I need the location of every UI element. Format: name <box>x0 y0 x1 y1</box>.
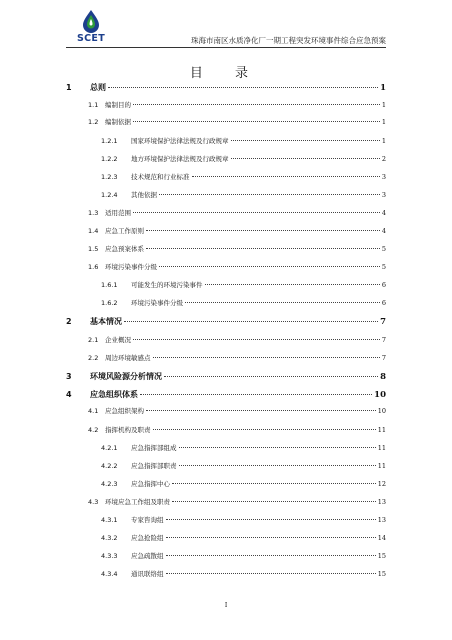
toc-entry-label: 可能发生的环境污染事件 <box>131 281 203 289</box>
toc-dot-leader <box>231 158 380 159</box>
toc-entry-number: 1 <box>66 83 72 92</box>
toc-entry-label: 应急工作原则 <box>105 227 144 235</box>
toc-dot-leader <box>166 519 376 520</box>
toc-entry-label: 环境风险源分析情况 <box>90 372 162 381</box>
toc-entry-label: 应急指挥中心 <box>131 480 170 488</box>
toc-dot-leader <box>133 339 380 340</box>
toc-entry-number: 4.2 <box>88 426 99 434</box>
toc-dot-leader <box>140 394 372 395</box>
toc-entry-page: 15 <box>377 570 386 578</box>
toc-entry-number: 1.4 <box>88 227 99 235</box>
toc-entry-number: 4.2.2 <box>101 462 118 470</box>
toc-entry[interactable] <box>101 461 386 473</box>
toc-entry-number: 1.6.2 <box>101 299 118 307</box>
toc-entry-number: 2.2 <box>88 354 99 362</box>
toc-dot-leader <box>133 121 380 122</box>
toc-entry-label: 编制目的 <box>105 101 131 109</box>
toc-entry[interactable] <box>101 280 386 292</box>
toc-entry[interactable] <box>101 569 386 581</box>
toc-entry[interactable] <box>66 371 386 383</box>
toc-entry-number: 1.5 <box>88 245 99 253</box>
toc-entry-label: 通讯联络组 <box>131 570 164 578</box>
toc-entry-number: 4.2.3 <box>101 480 118 488</box>
toc-entry-number: 3 <box>66 372 72 381</box>
toc-entry[interactable] <box>88 353 386 365</box>
toc-entry-label: 地方环境保护法律法规及行政规章 <box>131 155 229 163</box>
toc-dot-leader <box>231 140 380 141</box>
toc-entry[interactable] <box>88 100 386 112</box>
toc-dot-leader <box>164 376 378 377</box>
toc-entry-label: 应急预案体系 <box>105 245 144 253</box>
toc-entry[interactable] <box>88 208 386 220</box>
toc-entry-number: 1.2.3 <box>101 173 118 181</box>
toc-entry-number: 4.2.1 <box>101 444 118 452</box>
toc-entry-page: 1 <box>381 137 386 145</box>
toc-entry-page: 7 <box>381 336 386 344</box>
toc-entry-number: 4 <box>66 390 72 399</box>
toc-entry-page: 8 <box>380 372 386 382</box>
toc-dot-leader <box>153 429 376 430</box>
toc-entry-number: 1.1 <box>88 101 99 109</box>
toc-entry-page: 11 <box>377 444 386 452</box>
toc-entry-number: 4.3.1 <box>101 516 118 524</box>
toc-dot-leader <box>153 357 380 358</box>
toc-entry[interactable] <box>88 497 386 509</box>
toc-entry-label: 适用范围 <box>105 209 131 217</box>
toc-entry-page: 14 <box>377 534 386 542</box>
toc-entry[interactable] <box>101 172 386 184</box>
toc-dot-leader <box>172 501 376 502</box>
toc-dot-leader <box>133 104 380 105</box>
toc-entry-label: 企业概况 <box>105 336 131 344</box>
toc-entry-page: 1 <box>381 101 386 109</box>
toc-entry-label: 应急组织架构 <box>105 407 144 415</box>
toc-dot-leader <box>124 321 378 322</box>
toc-entry[interactable] <box>88 425 386 437</box>
toc-entry-number: 1.6 <box>88 263 99 271</box>
toc-entry[interactable] <box>88 244 386 256</box>
toc-entry-page: 10 <box>377 407 386 415</box>
toc-entry-number: 1.2.4 <box>101 191 118 199</box>
toc-entry-page: 1 <box>381 118 386 126</box>
toc-entry[interactable] <box>66 82 386 94</box>
toc-entry-number: 4.3.2 <box>101 534 118 542</box>
toc-entry-number: 4.3.4 <box>101 570 118 578</box>
toc-entry-number: 1.3 <box>88 209 99 217</box>
toc-entry-label: 国家环境保护法律法规及行政规章 <box>131 137 229 145</box>
header-divider <box>66 47 386 48</box>
toc-dot-leader <box>205 284 380 285</box>
toc-entry[interactable] <box>101 533 386 545</box>
toc-entry-page: 7 <box>380 317 386 327</box>
toc-entry-page: 13 <box>377 516 386 524</box>
footer-page-number: I <box>224 602 228 609</box>
toc-entry-page: 1 <box>380 83 386 93</box>
toc-entry[interactable] <box>88 262 386 274</box>
toc-entry-number: 2.1 <box>88 336 99 344</box>
toc-entry-label: 周边环境敏感点 <box>105 354 151 362</box>
toc-entry-page: 2 <box>381 155 386 163</box>
toc-dot-leader <box>108 87 378 88</box>
toc-entry[interactable] <box>101 479 386 491</box>
toc-entry[interactable] <box>101 154 386 166</box>
toc-dot-leader <box>146 410 376 411</box>
toc-entry-page: 5 <box>381 263 386 271</box>
toc-entry[interactable] <box>88 335 386 347</box>
toc-entry-label: 环境污染事件分级 <box>131 299 183 307</box>
toc-entry-label: 指挥机构及职责 <box>105 426 151 434</box>
toc-entry-label: 基本情况 <box>90 317 122 326</box>
toc-entry[interactable] <box>66 316 386 328</box>
toc-entry-page: 3 <box>381 191 386 199</box>
toc-entry-page: 6 <box>381 299 386 307</box>
toc-entry-number: 4.1 <box>88 407 99 415</box>
toc-dot-leader <box>159 266 380 267</box>
document-header-title: 珠海市南区水质净化厂一期工程突发环境事件综合应急预案 <box>191 36 386 45</box>
toc-dot-leader <box>146 230 380 231</box>
toc-entry-label: 编制依据 <box>105 118 131 126</box>
toc-entry[interactable] <box>101 298 386 310</box>
toc-entry-label: 技术规范和行业标准 <box>131 173 190 181</box>
toc-dot-leader <box>179 447 376 448</box>
toc-entry-number: 4.3.3 <box>101 552 118 560</box>
toc-entry-label: 环境污染事件分级 <box>105 263 157 271</box>
toc-dot-leader <box>172 483 376 484</box>
toc-dot-leader <box>185 302 380 303</box>
toc-entry-number: 2 <box>66 317 72 326</box>
toc-entry-number: 1.2 <box>88 118 99 126</box>
toc-entry-page: 4 <box>381 209 386 217</box>
toc-entry-label: 总则 <box>90 83 106 92</box>
toc-entry[interactable] <box>101 443 386 455</box>
toc-dot-leader <box>179 465 376 466</box>
toc-entry-number: 1.2.1 <box>101 137 118 145</box>
water-drop-logo-icon <box>79 9 103 33</box>
toc-entry-label: 应急指挥部组成 <box>131 444 177 452</box>
toc-dot-leader <box>166 573 376 574</box>
toc-entry-page: 6 <box>381 281 386 289</box>
toc-entry[interactable] <box>101 190 386 202</box>
toc-title: 目 录 <box>189 66 263 81</box>
toc-entry-page: 13 <box>377 498 386 506</box>
toc-entry-page: 15 <box>377 552 386 560</box>
toc-dot-leader <box>166 537 376 538</box>
toc-entry-page: 7 <box>381 354 386 362</box>
toc-entry[interactable] <box>66 389 386 401</box>
toc-entry-number: 1.2.2 <box>101 155 118 163</box>
toc-dot-leader <box>133 212 380 213</box>
toc-entry-label: 其他依据 <box>131 191 157 199</box>
toc-entry-number: 1.6.1 <box>101 281 118 289</box>
toc-entry-page: 12 <box>377 480 386 488</box>
toc-entry-page: 11 <box>377 426 386 434</box>
toc-entry-label: 应急抢险组 <box>131 534 164 542</box>
toc-entry[interactable] <box>88 117 386 129</box>
company-logo <box>66 9 116 45</box>
toc-entry-number: 4.3 <box>88 498 99 506</box>
toc-entry-page: 4 <box>381 227 386 235</box>
toc-entry-label: 环境应急工作组及职责 <box>105 498 170 506</box>
toc-entry[interactable] <box>88 226 386 238</box>
toc-dot-leader <box>192 176 380 177</box>
logo-text: SCET <box>77 33 105 44</box>
toc-entry-label: 应急疏散组 <box>131 552 164 560</box>
toc-entry-page: 10 <box>374 390 386 400</box>
toc-dot-leader <box>146 248 380 249</box>
toc-entry[interactable] <box>101 551 386 563</box>
toc-entry-page: 5 <box>381 245 386 253</box>
toc-entry[interactable] <box>101 515 386 527</box>
toc-entry-label: 应急组织体系 <box>90 390 138 399</box>
toc-entry-label: 专家咨询组 <box>131 516 164 524</box>
toc-entry-label: 应急指挥部职责 <box>131 462 177 470</box>
toc-dot-leader <box>166 555 376 556</box>
toc-entry[interactable] <box>88 406 386 418</box>
toc-dot-leader <box>159 194 380 195</box>
toc-entry-page: 3 <box>381 173 386 181</box>
toc-entry-page: 11 <box>377 462 386 470</box>
toc-entry[interactable] <box>101 136 386 148</box>
